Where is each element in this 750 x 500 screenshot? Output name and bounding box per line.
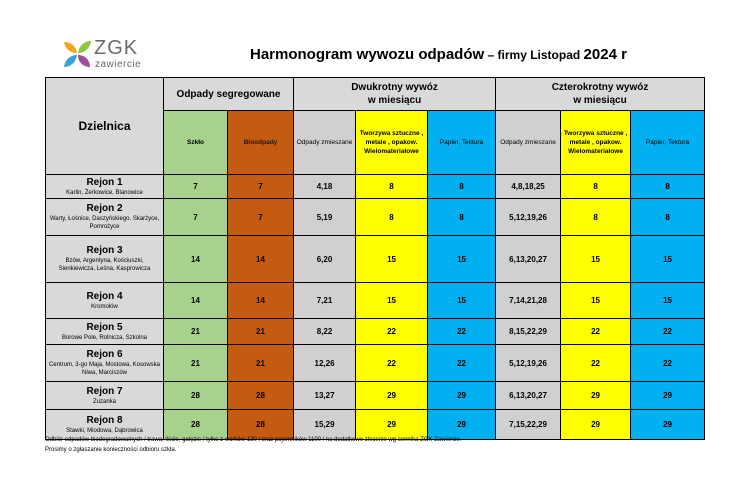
rejon-cell [46,382,164,410]
plastic-2x-value: 15 [356,236,428,283]
bio-value: 28 [228,410,294,440]
title-main: Harmonogram wywozu odpadów [250,46,485,63]
plastic-4x-value: 29 [561,410,631,440]
plastic-2x-value: 22 [356,345,428,382]
schedule-body [46,175,705,440]
bio-value: 21 [228,319,294,345]
plastic-4x-value: 22 [561,345,631,382]
rejon-name: Rejon 5 [86,321,123,333]
header-papier-4x: Papier, Tektura [631,111,705,175]
paper-4x-value: 8 [631,199,705,236]
header-bioodpady: Bioodpady [228,111,294,175]
rejon-cell [46,319,164,345]
paper-4x-value: 29 [631,410,705,440]
mixed-2x-value: 4,18 [294,175,356,199]
zgk-logo [62,39,182,71]
paper-4x-value: 8 [631,175,705,199]
rejon-name: Rejon 7 [86,385,123,397]
glass-value: 7 [164,199,228,236]
paper-4x-value: 29 [631,382,705,410]
bio-value: 14 [228,283,294,319]
header-dwukrotny-line1: Dwukrotny wywóz [351,82,438,93]
rejon-areas: Bzów, Argentyna, Kościuszki, Sienkiewicza, Leśna, Kasprowicza [58,258,151,272]
paper-4x-value: 15 [631,236,705,283]
rejon-cell [46,236,164,283]
paper-2x-value: 22 [428,319,496,345]
paper-2x-value: 15 [428,283,496,319]
plastic-4x-value: 29 [561,382,631,410]
table-row [46,410,705,440]
mixed-4x-value: 7,14,21,28 [496,283,561,319]
plastic-2x-value: 29 [356,410,428,440]
mixed-2x-value: 15,29 [294,410,356,440]
table-row [46,283,705,319]
rejon-cell [46,199,164,236]
rejon-name: Rejon 2 [86,203,123,214]
paper-2x-value: 8 [428,199,496,236]
rejon-cell [46,345,164,382]
note-glass: Prosimy o zgłaszanie konieczności odbioru szkła. [45,447,177,453]
glass-value: 28 [164,410,228,440]
header-tworzywa-4x: Tworzywa sztuczne , metale , opakow. Wielomateriałowe [561,111,631,175]
plastic-4x-value: 8 [561,175,631,199]
mixed-4x-value: 7,15,22,29 [496,410,561,440]
rejon-name: Rejon 3 [86,245,123,256]
mixed-4x-value: 8,15,22,29 [496,319,561,345]
rejon-areas: Karlin, Żerkowice, Blanowice [66,189,143,196]
paper-2x-value: 29 [428,410,496,440]
plastic-4x-value: 22 [561,319,631,345]
rejon-areas: Borowe Pole, Rolnicza, Szkolna [61,334,148,341]
mixed-2x-value: 8,22 [294,319,356,345]
header-papier-2x: Papier, Tektura [428,111,496,175]
header-szklo: Szkło [164,111,228,175]
rejon-areas: Centrum, 3-go Maja, Mostowa, Kosowska Niwa, Marciszów [48,362,161,376]
glass-value: 14 [164,283,228,319]
logo-subtitle: zawiercie [95,59,142,70]
rejon-name: Rejon 4 [86,290,123,302]
header-segregowane: Odpady segregowane [164,78,294,111]
table-row [46,345,705,382]
header-czterokrotny-line2: w miesiącu [573,95,627,106]
table-row [46,236,705,283]
paper-2x-value: 29 [428,382,496,410]
mixed-4x-value: 5,12,19,26 [496,345,561,382]
plastic-4x-value: 15 [561,236,631,283]
header-czterokrotny-line1: Czterokrotny wywóz [551,82,649,93]
plastic-2x-value: 8 [356,199,428,236]
header-dwukrotny [294,78,496,111]
bio-value: 14 [228,236,294,283]
title-year: 2024 r [583,46,627,63]
paper-4x-value: 22 [631,319,705,345]
table-row [46,199,705,236]
table-row [46,175,705,199]
bio-value: 7 [228,175,294,199]
paper-2x-value: 8 [428,175,496,199]
header-zmieszane-4x: Odpady zmieszane [496,111,561,175]
mixed-2x-value: 13,27 [294,382,356,410]
rejon-cell [46,283,164,319]
plastic-2x-value: 29 [356,382,428,410]
rejon-name: Rejon 1 [86,176,123,188]
paper-2x-value: 22 [428,345,496,382]
mixed-4x-value: 6,13,20,27 [496,382,561,410]
glass-value: 28 [164,382,228,410]
rejon-cell [46,410,164,440]
plastic-2x-value: 15 [356,283,428,319]
header-tworzywa-2x: Tworzywa sztuczne , metale , opakow. Wielomateriałowe [356,111,428,175]
four-leaf-logo-icon [62,39,92,69]
rejon-areas: Warty, Łośnice, Daszyńskiego, Skarżyce, Pomrożyce [49,216,160,230]
glass-value: 21 [164,319,228,345]
rejon-cell [46,175,164,199]
mixed-4x-value: 6,13,20,27 [496,236,561,283]
plastic-2x-value: 22 [356,319,428,345]
paper-4x-value: 15 [631,283,705,319]
bio-value: 7 [228,199,294,236]
paper-4x-value: 22 [631,345,705,382]
rejon-areas: Stawki, Miodowa, Dąbrowica [66,427,143,434]
mixed-4x-value: 4,8,18,25 [496,175,561,199]
schedule-table [45,77,705,440]
mixed-2x-value: 6,20 [294,236,356,283]
logo-name: ZGK [94,37,139,59]
header-dwukrotny-line2: w miesiącu [367,95,422,106]
glass-value: 14 [164,236,228,283]
mixed-2x-value: 12,26 [294,345,356,382]
rejon-areas: Zuzanka [92,398,116,405]
glass-value: 21 [164,345,228,382]
note-biodegradable: Odbiór odpadów biodegradowalnych / trawa, liście, gałęzie / tylko z worków 120 l oraz pojemników 1100 l na dodatkowe zlecenie wg cennika ZGK Zawiercie. [45,437,462,443]
plastic-4x-value: 15 [561,283,631,319]
plastic-2x-value: 8 [356,175,428,199]
mixed-2x-value: 5,19 [294,199,356,236]
title-sub: – firmy Listopad [484,48,584,62]
table-row [46,382,705,410]
bio-value: 28 [228,382,294,410]
table-row [46,319,705,345]
paper-2x-value: 15 [428,236,496,283]
header-zmieszane-2x: Odpady zmieszane [294,111,356,175]
glass-value: 7 [164,175,228,199]
bio-value: 21 [228,345,294,382]
mixed-2x-value: 7,21 [294,283,356,319]
plastic-4x-value: 8 [561,199,631,236]
rejon-name: Rejon 8 [86,414,123,426]
page-title [250,46,627,63]
header-czterokrotny [496,78,705,111]
mixed-4x-value: 5,12,19,26 [496,199,561,236]
rejon-areas: Kromołów [91,303,118,310]
rejon-name: Rejon 6 [86,349,123,360]
header-dzielnica: Dzielnica [46,78,164,175]
